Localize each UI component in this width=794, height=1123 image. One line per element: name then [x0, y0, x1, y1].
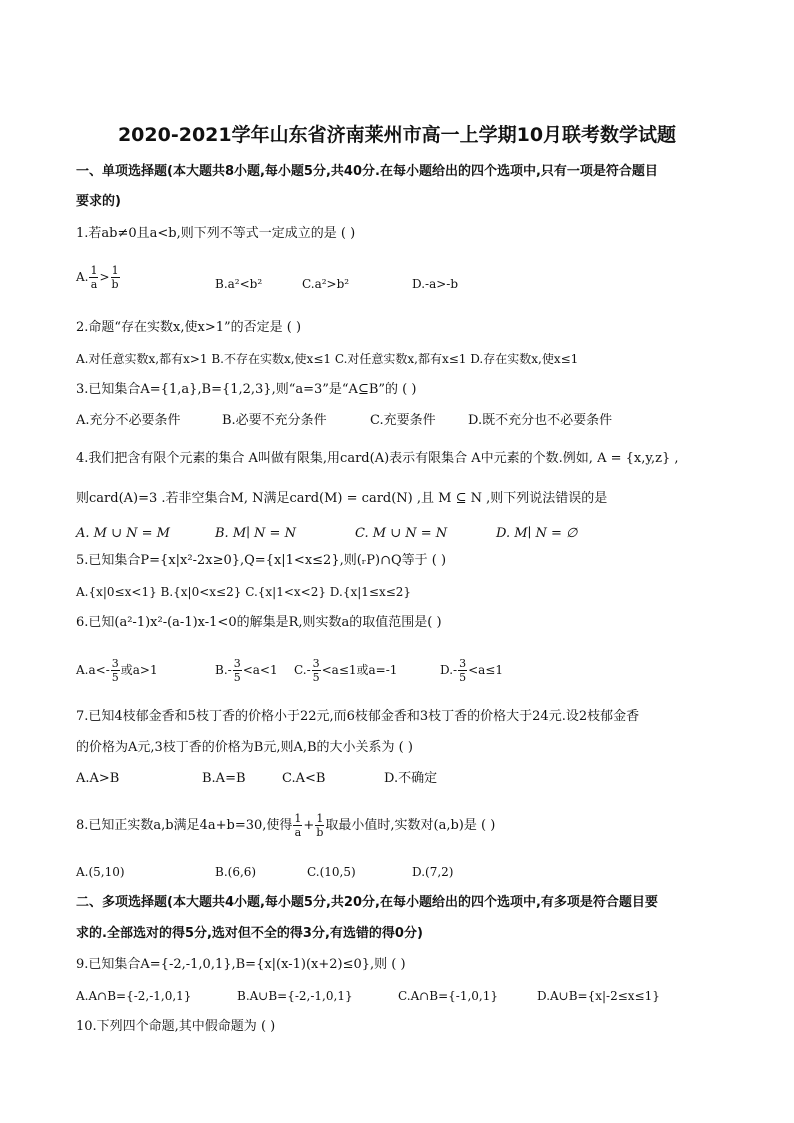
q6-b-frac [233, 657, 242, 684]
q1-a-frac1 [89, 264, 98, 291]
q4-line1: 4.我们把含有限个元素的集合 A叫做有限集,用card(A)表示有限集合 A中元素的个数.例如, A = {x,y,z} , [76, 451, 679, 466]
q2-stem: 2.命题“存在实数x,使x>1”的否定是 ( ) [76, 320, 302, 335]
q1-a-num2: 1 [111, 264, 119, 277]
q6-b-den: 5 [233, 671, 241, 684]
q10-stem: 10.下列四个命题,其中假命题为 ( ) [76, 1019, 276, 1034]
q6-c-num: 3 [312, 657, 320, 670]
q8-option-b: B.(6,6) [215, 865, 257, 879]
section1-heading-line2: 要求的) [76, 194, 121, 209]
q1-a-den1: a [90, 278, 98, 291]
q3-option-c: C.充要条件 [370, 413, 436, 428]
q8-num2: 1 [316, 812, 324, 825]
q1-a-op: > [99, 270, 110, 284]
q9-stem: 9.已知集合A={-2,-1,0,1},B={x|(x-1)(x+2)≤0},则 ( ) [76, 957, 406, 972]
q4-option-b: B. M∣ N = N [215, 526, 296, 541]
q6-option-c [294, 657, 397, 684]
q1-option-c: C.a²>b² [302, 277, 350, 291]
q8-num1: 1 [294, 812, 302, 825]
q6-a-pre: A.a<- [76, 663, 110, 677]
q8-frac1 [293, 812, 302, 839]
q1-a-frac2 [111, 264, 120, 291]
q2-options: A.对任意实数x,都有x>1 B.不存在实数x,使x≤1 C.对任意实数x,都有x≤1 D.存在实数x,使x≤1 [76, 352, 579, 366]
q6-c-frac [312, 657, 321, 684]
q1-option-b: B.a²<b² [215, 277, 263, 291]
q6-stem: 6.已知(a²-1)x²-(a-1)x-1<0的解集是R,则实数a的取值范围是( ) [76, 615, 442, 630]
q6-c-post: <a≤1或a=-1 [321, 663, 398, 677]
q8-frac2 [315, 812, 324, 839]
q8-den1: a [294, 826, 302, 839]
q8-stem [76, 812, 495, 839]
q7-option-d: D.不确定 [384, 771, 438, 786]
q7-option-b: B.A=B [202, 771, 246, 786]
section2-heading-line1: 二、多项选择题(本大题共4小题,每小题5分,共20分,在每小题给出的四个选项中,有多项是符合题目要 [76, 895, 658, 910]
q1-a-den2: b [111, 278, 119, 291]
q6-a-den: 5 [111, 671, 119, 684]
q3-option-d: D.既不充分也不必要条件 [468, 413, 613, 428]
q8-post: 取最小值时,实数对(a,b)是 ( ) [325, 818, 496, 833]
q5-options: A.{x|0≤x<1} B.{x|0<x≤2} C.{x|1<x<2} D.{x|1≤x≤2} [76, 585, 412, 599]
q6-option-d [440, 657, 503, 684]
q8-den2: b [316, 826, 324, 839]
q8-option-c: C.(10,5) [307, 865, 356, 879]
q1-stem: 1.若ab≠0且a<b,则下列不等式一定成立的是 ( ) [76, 226, 356, 241]
q4-option-c: C. M ∪ N = N [355, 526, 448, 541]
q9-option-a: A.A∩B={-2,-1,0,1} [76, 989, 192, 1003]
q6-a-post: 或a>1 [120, 663, 158, 677]
q7-option-c: C.A<B [282, 771, 326, 786]
q6-c-den: 5 [312, 671, 320, 684]
q7-option-a: A.A>B [76, 771, 120, 786]
q4-option-d: D. M∣ N = ∅ [496, 526, 578, 541]
q1-a-prefix: A. [76, 270, 89, 284]
q1-option-a [76, 264, 121, 291]
q6-b-num: 3 [233, 657, 241, 670]
q6-b-pre: B.- [215, 663, 232, 677]
q6-b-post: <a<1 [242, 663, 278, 677]
q6-d-num: 3 [459, 657, 467, 670]
q4-line2: 则card(A)=3 .若非空集合M, N满足card(M) = card(N) ,且 M ⊆ N ,则下列说法错误的是 [76, 491, 608, 506]
q9-option-d: D.A∪B={x|-2≤x≤1} [537, 989, 660, 1003]
q3-option-a: A.充分不必要条件 [76, 413, 181, 428]
q8-op: + [303, 818, 315, 833]
q7-line2: 的价格为A元,3枝丁香的价格为B元,则A,B的大小关系为 ( ) [76, 740, 413, 755]
q6-option-a [76, 657, 158, 684]
section1-heading-line1: 一、单项选择题(本大题共8小题,每小题5分,共40分.在每小题给出的四个选项中,只有一项是符合题目 [76, 164, 658, 179]
q8-option-d: D.(7,2) [412, 865, 454, 879]
q6-d-pre: D.- [440, 663, 458, 677]
q7-line1: 7.已知4枝郁金香和5枝丁香的价格小于22元,而6枝郁金香和3枝丁香的价格大于24元.设2枝郁金香 [76, 709, 640, 724]
q8-pre: 8.已知正实数a,b满足4a+b=30,使得 [76, 818, 293, 833]
q6-d-den: 5 [459, 671, 467, 684]
q6-a-frac [111, 657, 120, 684]
q3-option-b: B.必要不充分条件 [222, 413, 327, 428]
q6-c-pre: C.- [294, 663, 311, 677]
q9-option-c: C.A∩B={-1,0,1} [398, 989, 499, 1003]
q6-d-frac [458, 657, 467, 684]
q8-option-a: A.(5,10) [76, 865, 125, 879]
q4-option-a: A. M ∪ N = M [76, 526, 170, 541]
q6-a-num: 3 [111, 657, 119, 670]
q1-a-num1: 1 [90, 264, 98, 277]
q6-d-post: <a≤1 [468, 663, 503, 677]
section2-heading-line2: 求的.全部选对的得5分,选对但不全的得3分,有选错的得0分) [76, 926, 423, 941]
q9-option-b: B.A∪B={-2,-1,0,1} [237, 989, 353, 1003]
q3-stem: 3.已知集合A={1,a},B={1,2,3},则“a=3”是“A⊆B”的 ( ) [76, 382, 417, 397]
q1-option-d: D.-a>-b [412, 277, 459, 291]
page-title: 2020-2021学年山东省济南莱州市高一上学期10月联考数学试题 [117, 124, 677, 146]
q5-stem: 5.已知集合P={x|x²-2x≥0},Q={x|1<x≤2},则(ᵣP)∩Q等于 ( ) [76, 553, 447, 568]
q6-option-b [215, 657, 278, 684]
